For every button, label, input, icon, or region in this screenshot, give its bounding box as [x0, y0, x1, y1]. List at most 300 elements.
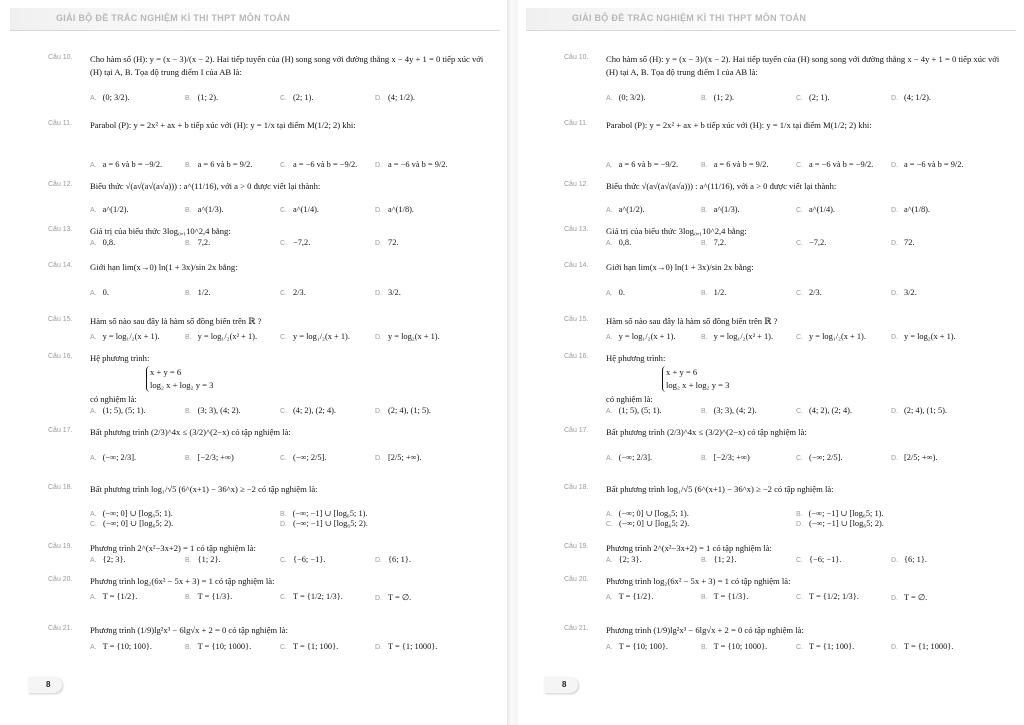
- option-text: (2; 1).: [809, 93, 830, 102]
- answer-option: [280, 160, 357, 169]
- option-text: a = −6 và b = 9/2.: [904, 160, 964, 169]
- option-text: (−∞; 2/3].: [102, 453, 137, 462]
- answer-option: [891, 205, 930, 214]
- option-key: C.: [280, 594, 287, 601]
- answer-option: [606, 592, 653, 601]
- answer-options: [90, 93, 500, 107]
- option-text: (1; 5), (5; 1).: [618, 406, 662, 415]
- option-text: 2/3.: [293, 288, 306, 297]
- answer-options: [606, 508, 1016, 528]
- answer-option: [891, 332, 956, 341]
- option-key: A.: [90, 644, 97, 651]
- system-equation: log₂ x + log₂ y = 3: [150, 380, 214, 390]
- option-key: A.: [606, 455, 613, 462]
- option-text: T = {1/2; 1/3}.: [809, 592, 859, 601]
- option-text: (−∞; 2/3].: [618, 453, 653, 462]
- answer-option: [90, 160, 162, 169]
- answer-option: [606, 453, 652, 462]
- answer-option: [606, 555, 642, 564]
- option-key: B.: [701, 334, 708, 341]
- option-key: B.: [185, 207, 192, 214]
- option-key: D.: [891, 595, 898, 602]
- answer-option: [701, 592, 748, 601]
- option-key: C.: [796, 644, 803, 651]
- option-text: T = {1/2; 1/3}.: [293, 592, 343, 601]
- option-key: C.: [606, 521, 613, 528]
- question-stem: Cho hàm số (H): y = (x − 3)/(x − 2). Hai tiếp tuyến của (H) song song với đường thẳng x − 4y + 1 = 0 tiếp xúc với (H) tại A, B. Tọa độ trung điểm I của AB là:: [606, 54, 1000, 77]
- option-key: B.: [185, 240, 192, 247]
- option-text: {1; 2}.: [713, 555, 737, 564]
- answer-options: [606, 160, 1016, 174]
- option-text: T = {1; 1000}.: [388, 642, 438, 651]
- answer-option: [90, 518, 173, 528]
- answer-option: [796, 160, 873, 169]
- answer-option: [891, 592, 927, 602]
- option-key: D.: [375, 644, 382, 651]
- option-key: C.: [796, 240, 803, 247]
- option-key: B.: [701, 408, 708, 415]
- option-text: T = {10; 1000}.: [197, 642, 252, 651]
- answer-option: [606, 288, 625, 297]
- option-key: A.: [90, 594, 97, 601]
- answer-option: [375, 160, 448, 169]
- option-text: 0,8.: [618, 238, 632, 247]
- option-key: B.: [185, 290, 192, 297]
- answer-option: [891, 238, 914, 247]
- question-label: Câu 15.: [48, 316, 73, 323]
- answer-option: [375, 238, 398, 247]
- page-number-tab: [544, 677, 578, 693]
- option-text: T = ∅.: [904, 593, 928, 602]
- option-key: A.: [606, 334, 613, 341]
- question-stem: Phương trình 2^(x²−3x+2) = 1 có tập nghiệm là:: [90, 543, 256, 553]
- question-label: Câu 16.: [564, 353, 589, 360]
- option-key: D.: [891, 290, 898, 297]
- question-stem: Cho hàm số (H): y = (x − 3)/(x − 2). Hai tiếp tuyến của (H) song song với đường thẳng x − 4y + 1 = 0 tiếp xúc với (H) tại A, B. Tọa độ trung điểm I của AB là:: [90, 54, 484, 77]
- option-text: T = {1; 1000}.: [904, 642, 954, 651]
- option-key: A.: [90, 557, 97, 564]
- option-key: A.: [606, 594, 613, 601]
- option-text: a^(1/2).: [618, 205, 645, 214]
- question-label: Câu 11.: [564, 120, 588, 127]
- option-key: D.: [891, 557, 898, 564]
- question-stem: Bất phương trình log₁/√5 (6^(x+1) − 36^x) ≥ −2 có tập nghiệm là:: [606, 484, 834, 494]
- answer-option: [701, 288, 726, 297]
- option-text: (−∞; −1] ∪ [log₆5; 1).: [292, 509, 368, 518]
- answer-option: [796, 453, 843, 462]
- option-text: {6; 1}.: [904, 555, 927, 564]
- question-stem: Bất phương trình log₁/√5 (6^(x+1) − 36^x) ≥ −2 có tập nghiệm là:: [90, 484, 318, 494]
- answer-options: [606, 406, 1016, 420]
- answer-option: [90, 205, 129, 214]
- answer-option: [701, 453, 750, 462]
- option-text: 3/2.: [904, 288, 917, 297]
- answer-options: [90, 555, 500, 569]
- option-text: a = 6 và b = 9/2.: [713, 160, 769, 169]
- option-text: [−2/3; +∞): [713, 453, 750, 462]
- answer-option: [796, 288, 822, 297]
- answer-options: [606, 555, 1016, 569]
- option-key: B.: [701, 455, 708, 462]
- question-label: Câu 19.: [564, 543, 589, 550]
- question-label: Câu 16.: [48, 353, 73, 360]
- option-text: [2/5; +∞).: [388, 453, 422, 462]
- question-stem: Giới hạn lim(x→0) ln(1 + 3x)/sin 2x bằng:: [606, 262, 754, 272]
- answer-option: [280, 508, 368, 518]
- option-key: A.: [90, 290, 97, 297]
- option-text: (1; 2).: [197, 93, 219, 102]
- answer-option: [185, 93, 218, 102]
- option-key: B.: [185, 557, 192, 564]
- question-label: Câu 10.: [564, 54, 589, 61]
- system-equation: x + y = 6: [666, 367, 698, 377]
- question-label: Câu 10.: [48, 54, 73, 61]
- answer-option: [90, 406, 146, 415]
- answer-option: [375, 332, 440, 341]
- option-key: C.: [280, 455, 287, 462]
- question-label: Câu 20.: [564, 576, 589, 583]
- answer-options: [606, 288, 1016, 302]
- answer-option: [185, 592, 232, 601]
- answer-option: [796, 518, 884, 528]
- option-key: C.: [280, 557, 287, 564]
- option-text: (1; 2).: [713, 93, 735, 102]
- option-key: C.: [796, 207, 803, 214]
- option-text: 0.: [618, 288, 625, 297]
- answer-option: [796, 332, 866, 341]
- option-key: D.: [375, 207, 382, 214]
- option-key: B.: [185, 95, 192, 102]
- option-key: D.: [375, 162, 382, 169]
- option-key: C.: [796, 594, 803, 601]
- answer-option: [891, 555, 927, 564]
- option-key: D.: [891, 207, 898, 214]
- option-key: C.: [280, 290, 287, 297]
- option-text: (4; 1/2).: [388, 93, 415, 102]
- option-key: A.: [90, 408, 97, 415]
- option-key: A.: [606, 95, 613, 102]
- option-key: A.: [90, 95, 97, 102]
- answer-option: [280, 453, 327, 462]
- option-key: A.: [606, 162, 613, 169]
- answer-option: [891, 642, 953, 651]
- option-key: D.: [375, 557, 382, 564]
- answer-option: [90, 592, 137, 601]
- option-text: y = log₁/₂(x + 1).: [809, 332, 866, 341]
- option-text: a = 6 và b = −9/2.: [102, 160, 163, 169]
- question-stem: Hàm số nào sau đây là hàm số đồng biến trên ℝ ?: [90, 316, 262, 326]
- option-key: B.: [701, 240, 708, 247]
- question-label: Câu 19.: [48, 543, 73, 550]
- answer-option: [280, 518, 368, 528]
- answer-options: [90, 332, 500, 346]
- option-text: 72.: [904, 238, 915, 247]
- answer-option: [185, 238, 210, 247]
- option-text: (3; 3), (4; 2).: [713, 406, 757, 415]
- option-text: 1/2.: [197, 288, 211, 297]
- answer-option: [280, 93, 313, 102]
- question-stem: Phương trình (1/9)lg²x³ − 6lg√x + 2 = 0 có tập nghiệm là:: [90, 625, 288, 635]
- option-text: (1; 5), (5; 1).: [102, 406, 146, 415]
- option-text: (−∞; −1] ∪ [log₆5; 2).: [809, 519, 884, 528]
- option-text: a^(1/4).: [293, 205, 320, 214]
- question-stem: Phương trình (1/9)lg²x³ − 6lg√x + 2 = 0 có tập nghiệm là:: [606, 625, 804, 635]
- option-text: y = log₁/₂(x² + 1).: [197, 332, 258, 341]
- option-text: 2/3.: [809, 288, 822, 297]
- option-text: {1; 2}.: [197, 555, 221, 564]
- option-key: D.: [375, 95, 382, 102]
- question-label: Câu 17.: [48, 427, 73, 434]
- system-equation: log₂ x + log₂ y = 3: [666, 380, 730, 390]
- question-label: Câu 13.: [564, 226, 589, 233]
- answer-option: [375, 93, 415, 102]
- option-text: T = {1/2}.: [618, 592, 654, 601]
- option-key: A.: [606, 644, 613, 651]
- answer-options: [90, 160, 500, 174]
- question-label: Câu 13.: [48, 226, 73, 233]
- answer-option: [375, 642, 437, 651]
- header-title: GIẢI BỘ ĐỀ TRẮC NGHIỆM KÌ THI THPT MÔN TOÁN: [56, 13, 291, 23]
- question-stem-continued: có nghiệm là:: [90, 394, 137, 404]
- option-key: B.: [185, 408, 192, 415]
- option-text: (2; 1).: [293, 93, 314, 102]
- answer-option: [375, 205, 414, 214]
- option-key: D.: [891, 334, 898, 341]
- option-key: D.: [375, 290, 382, 297]
- answer-options: [90, 642, 500, 656]
- option-text: a = −6 và b = −9/2.: [293, 160, 358, 169]
- answer-options: [606, 238, 1016, 252]
- answer-option: [796, 592, 859, 601]
- answer-option: [606, 93, 646, 102]
- option-key: A.: [90, 240, 97, 247]
- option-text: (−∞; 0] ∪ [log₆5; 1).: [102, 509, 173, 518]
- option-key: B.: [185, 594, 192, 601]
- answer-option: [280, 406, 336, 415]
- option-key: D.: [891, 455, 898, 462]
- answer-option: [185, 288, 210, 297]
- question-label: Câu 21.: [564, 625, 589, 632]
- option-key: B.: [280, 511, 287, 518]
- answer-option: [90, 288, 109, 297]
- answer-option: [185, 406, 241, 415]
- option-key: A.: [606, 240, 613, 247]
- answer-options: [90, 205, 500, 219]
- option-key: C.: [796, 290, 803, 297]
- option-key: B.: [185, 334, 192, 341]
- option-key: C.: [280, 408, 287, 415]
- answer-option: [280, 555, 325, 564]
- option-key: D.: [280, 521, 287, 528]
- option-text: T = {1/3}.: [713, 592, 749, 601]
- option-key: A.: [606, 207, 613, 214]
- option-key: B.: [185, 162, 192, 169]
- option-text: (4; 2), (2; 4).: [809, 406, 853, 415]
- option-text: T = {1; 100}.: [809, 642, 855, 651]
- option-key: C.: [796, 95, 803, 102]
- question-label: Câu 15.: [564, 316, 589, 323]
- answer-option: [796, 642, 854, 651]
- option-text: (−∞; 0] ∪ [log₆5; 2).: [619, 519, 690, 528]
- answer-option: [185, 205, 224, 214]
- option-text: −7,2.: [293, 238, 311, 247]
- option-text: {6; 1}.: [388, 555, 411, 564]
- answer-option: [701, 555, 737, 564]
- question-list: [518, 54, 1023, 674]
- option-text: a = −6 và b = −9/2.: [809, 160, 874, 169]
- header-title: GIẢI BỘ ĐỀ TRẮC NGHIỆM KÌ THI THPT MÔN TOÁN: [572, 13, 807, 23]
- page-header: [10, 8, 500, 31]
- question-stem: Phương trình 2^(x²−3x+2) = 1 có tập nghiệm là:: [606, 543, 772, 553]
- answer-options: [606, 592, 1016, 606]
- answer-option: [796, 93, 829, 102]
- answer-options: [90, 238, 500, 252]
- option-key: B.: [701, 644, 708, 651]
- option-text: (3; 3), (4; 2).: [197, 406, 241, 415]
- option-text: −7,2.: [809, 238, 827, 247]
- question-stem: Hàm số nào sau đây là hàm số đồng biến trên ℝ ?: [606, 316, 778, 326]
- answer-option: [796, 238, 826, 247]
- answer-option: [701, 160, 768, 169]
- equation-system: [662, 366, 729, 392]
- answer-option: [606, 642, 668, 651]
- answer-option: [280, 288, 306, 297]
- option-key: B.: [701, 290, 708, 297]
- option-key: D.: [375, 240, 382, 247]
- option-text: {−6; −1}.: [809, 555, 842, 564]
- answer-option: [375, 406, 431, 415]
- option-text: [2/5; +∞).: [904, 453, 938, 462]
- option-text: 0.: [102, 288, 109, 297]
- option-text: a^(1/3).: [713, 205, 740, 214]
- option-key: C.: [796, 455, 803, 462]
- answer-option: [90, 93, 130, 102]
- option-key: B.: [185, 644, 192, 651]
- answer-option: [606, 406, 662, 415]
- option-text: y = log₁/₂(x + 1).: [293, 332, 350, 341]
- option-text: y = log₁/₂(x + 1).: [102, 332, 160, 341]
- option-key: D.: [891, 408, 898, 415]
- answer-options: [606, 453, 1016, 467]
- option-text: T = {10; 1000}.: [713, 642, 768, 651]
- answer-options: [90, 592, 500, 606]
- option-text: (−∞; 0] ∪ [log₆5; 1).: [618, 509, 689, 518]
- option-text: 72.: [388, 238, 399, 247]
- option-key: A.: [90, 162, 97, 169]
- answer-options: [606, 93, 1016, 107]
- option-key: A.: [606, 557, 613, 564]
- answer-option: [891, 93, 931, 102]
- answer-option: [185, 332, 257, 341]
- question-label: Câu 11.: [48, 120, 72, 127]
- answer-option: [606, 160, 678, 169]
- option-key: A.: [606, 511, 613, 518]
- question-stem: Hệ phương trình:: [606, 353, 666, 363]
- question-stem: Bất phương trình (2/3)^4x ≤ (3/2)^(2−x) có tập nghiệm là:: [90, 427, 291, 437]
- answer-option: [891, 406, 947, 415]
- option-text: (4; 2), (2; 4).: [293, 406, 337, 415]
- right-page: [518, 0, 1023, 725]
- option-key: C.: [280, 240, 287, 247]
- option-key: D.: [375, 408, 382, 415]
- question-label: Câu 20.: [48, 576, 73, 583]
- question-stem: Biểu thức √(a√(a√(a√a))) : a^(11/16), với a > 0 được viết lại thành:: [606, 181, 837, 191]
- option-text: (0; 3/2).: [102, 93, 130, 102]
- option-key: D.: [891, 162, 898, 169]
- option-key: C.: [280, 95, 287, 102]
- answer-option: [280, 332, 350, 341]
- option-text: (−∞; −1] ∪ [log₆5; 2).: [293, 519, 368, 528]
- answer-option: [280, 238, 310, 247]
- book-gutter: [507, 0, 518, 725]
- answer-option: [90, 332, 160, 341]
- option-text: a = 6 và b = 9/2.: [197, 160, 253, 169]
- question-stem: Giới hạn lim(x→0) ln(1 + 3x)/sin 2x bằng:: [90, 262, 238, 272]
- answer-option: [185, 555, 221, 564]
- answer-option: [796, 205, 835, 214]
- question-label: Câu 14.: [564, 262, 589, 269]
- question-stem-continued: có nghiệm là:: [606, 394, 653, 404]
- option-text: 7,2.: [197, 238, 211, 247]
- option-key: A.: [90, 455, 97, 462]
- option-text: T = {1/2}.: [102, 592, 138, 601]
- answer-option: [90, 238, 115, 247]
- option-text: T = ∅.: [388, 593, 412, 602]
- answer-option: [701, 642, 767, 651]
- option-text: 0,8.: [102, 238, 116, 247]
- option-text: a^(1/8).: [904, 205, 931, 214]
- answer-option: [606, 518, 689, 528]
- option-key: C.: [796, 162, 803, 169]
- question-label: Câu 18.: [48, 484, 73, 491]
- answer-option: [280, 642, 338, 651]
- option-key: A.: [606, 290, 613, 297]
- option-text: T = {10; 100}.: [618, 642, 668, 651]
- question-stem: Phương trình log₂(6x² − 5x + 3) = 1 có tập nghiệm là:: [606, 576, 791, 586]
- option-key: D.: [891, 240, 898, 247]
- option-key: D.: [891, 644, 898, 651]
- answer-option: [701, 205, 740, 214]
- option-key: B.: [701, 594, 708, 601]
- option-key: C.: [796, 334, 803, 341]
- option-text: T = {1; 100}.: [293, 642, 339, 651]
- option-text: a = −6 và b = 9/2.: [388, 160, 448, 169]
- answer-options: [90, 453, 500, 467]
- question-stem: Giá trị của biểu thức 3log₀,₁10^2,4 bằng:: [90, 226, 231, 236]
- answer-option: [891, 160, 964, 169]
- answer-options: [90, 288, 500, 302]
- answer-option: [185, 160, 252, 169]
- option-text: (−∞; 2/5].: [809, 453, 843, 462]
- left-page: [2, 0, 507, 725]
- question-stem: Parabol (P): y = 2x² + ax + b tiếp xúc với (H): y = 1/x tại điểm M(1/2; 2) khi:: [606, 120, 872, 130]
- answer-option: [796, 555, 841, 564]
- option-key: A.: [90, 207, 97, 214]
- answer-option: [606, 238, 631, 247]
- option-text: 1/2.: [713, 288, 727, 297]
- page-header: [526, 8, 1016, 31]
- option-text: (2; 4), (1; 5).: [904, 406, 948, 415]
- answer-option: [375, 592, 411, 602]
- option-key: B.: [701, 557, 708, 564]
- answer-option: [891, 453, 938, 462]
- answer-option: [796, 508, 884, 518]
- option-key: D.: [796, 521, 803, 528]
- option-key: D.: [375, 595, 382, 602]
- question-label: Câu 12.: [564, 181, 589, 188]
- option-text: T = {1/3}.: [197, 592, 233, 601]
- answer-option: [701, 406, 757, 415]
